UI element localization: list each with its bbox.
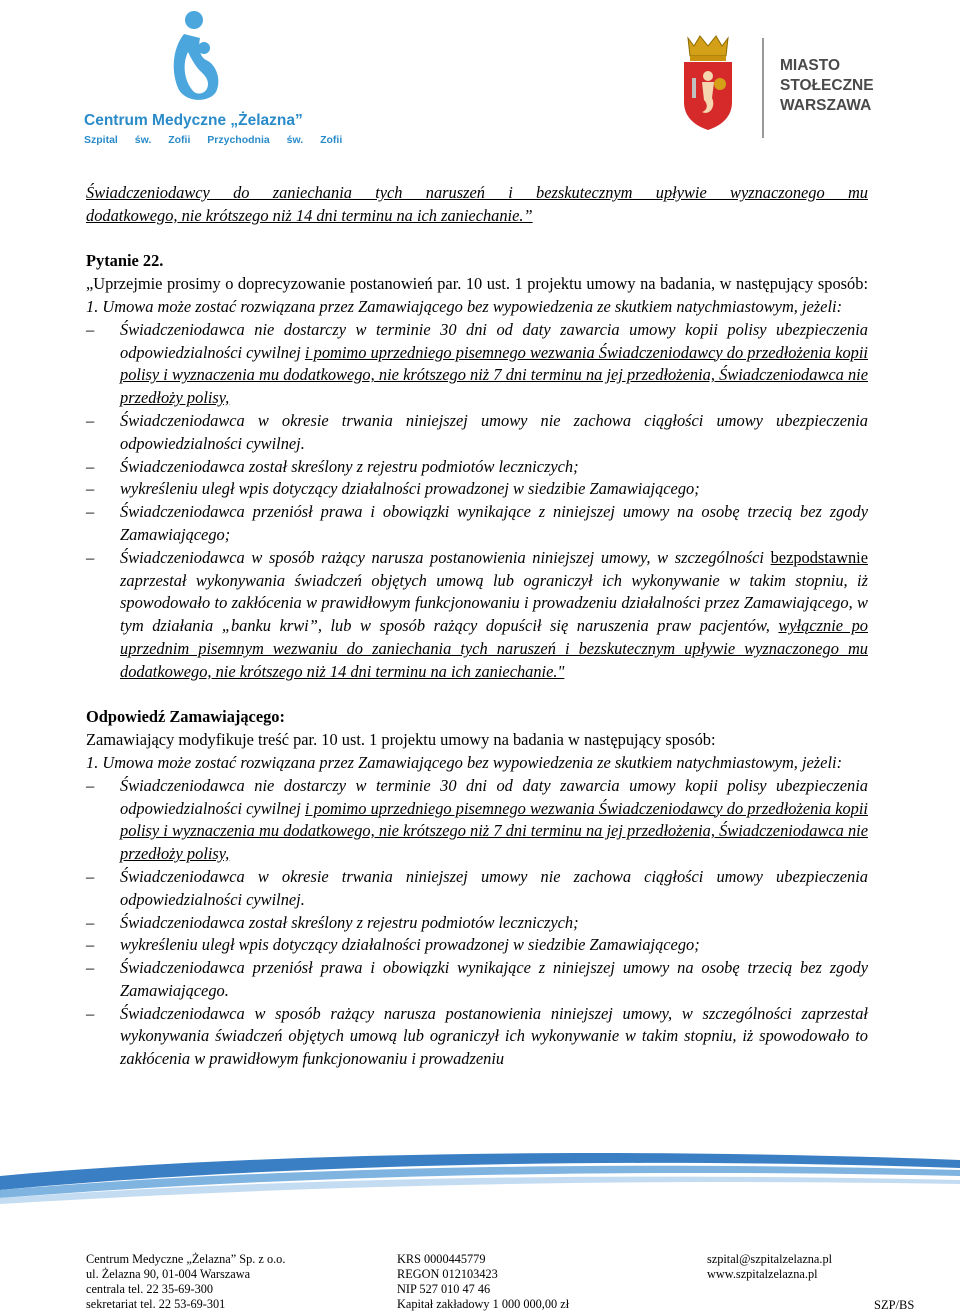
footer-capital: Kapitał zakładowy 1 000 000,00 zł [397, 1297, 570, 1311]
logo-brand-name: Centrum Medyczne „Żelazna” [84, 112, 303, 129]
intro-line-1: Świadczeniodawcy do zaniechania tych naruszeń i bezskutecznym upływie wyznaczonego mu [86, 183, 868, 202]
question-item-1-text: Świadczeniodawca nie dostarczy w terminie 30 dni od daty zawarcia umowy kopii polisy ubezpieczenia odpowiedzialności cywilnej [120, 319, 868, 362]
city-name-line3: WARSZAWA [780, 97, 872, 114]
footer-document-code: SZP/BS [874, 1298, 915, 1312]
footer-address: ul. Żelazna 90, 01-004 Warszawa [86, 1267, 251, 1281]
question-item-6 [86, 547, 868, 684]
mother-child-icon [164, 8, 224, 108]
answer-item-1 [86, 775, 868, 866]
question-item-6-text-a: Świadczeniodawca w sposób rażący narusza postanowienia niniejszej umowy, w szczególności [120, 547, 771, 567]
question-item-1 [86, 319, 868, 410]
question-item-6-underlined-b: wyłącznie po uprzednim pisemnym wezwaniu do zaniechania tych naruszeń i bezskutecznym upływie wyznaczonego mu dodatkowego, nie krótszego niż 14 dni terminu na ich zaniechanie." [120, 616, 869, 681]
footer-phone-main: centrala tel. 22 35-69-300 [86, 1282, 214, 1296]
intro-paragraph-end [86, 205, 868, 228]
footer-phone-secretary: sekretariat tel. 22 53-69-301 [86, 1297, 226, 1311]
intro-line-2: dodatkowego, nie krótszego niż 14 dni terminu na ich zaniechanie.” [86, 205, 533, 225]
footer-company-name: Centrum Medyczne „Żelazna” Sp. z o.o. [86, 1252, 286, 1266]
answer-item-5: – Świadczeniodawca przeniósł prawa i obowiązki wynikające z niniejszej umowy na osobę trzecią bez zgody Zamawiającego. [86, 957, 868, 1003]
question-item-6-text-b: zaprzestał wykonywania świadczeń objętych umową lub ograniczył ich wykonywanie w takim stopniu, iż spowodowało to zakłócenia w prawidłowym funkcjonowaniu i prowadzeniu działalności przez Zamawiającego, w tym działania „banku krwi”, lub w sposób rażący dopuścił się naruszenia praw pacjentów, [120, 570, 868, 636]
question-item-1-underlined: i pomimo uprzedniego pisemnego wezwania Świadczeniodawcy do przedłożenia kopii polisy i wyznaczenia mu dodatkowego, nie krótszego niż 7 dni terminu na jej przedłożenia, Świadczeniodawca nie przedłoży polisy, [120, 342, 868, 408]
city-name-line2: STOŁECZNE [780, 77, 874, 94]
answer-clause: 1. Umowa może zostać rozwiązana przez Zamawiającego bez wypowiedzenia ze skutkiem natychmiastowym, jeżeli: [86, 752, 843, 772]
footer-regon: REGON 012103423 [397, 1267, 498, 1281]
answer-item-4: – wykreśleniu uległ wpis dotyczący działalności prowadzonej w siedzibie Zamawiającego; [86, 934, 868, 957]
question-title: Pytanie 22. [86, 251, 164, 271]
answer-item-6: – Świadczeniodawca w sposób rażący narusza postanowienia niniejszej umowy, w szczególności zaprzestał wykonywania świadczeń objętych umową lub ograniczył ich wykonywanie w takim stopniu, iż spowodowało to zakłócenia w prawidłowym funkcjonowaniu i prowadzeniu [86, 1003, 868, 1071]
question-item-2: – Świadczeniodawca w okresie trwania niniejszej umowy nie zachowa ciągłości umowy ubezpieczenia odpowiedzialności cywilnej. [86, 410, 868, 456]
centrum-medyczne-logo [84, 8, 343, 146]
document-body [86, 182, 868, 1071]
question-item-4: – wykreśleniu uległ wpis dotyczący działalności prowadzonej w siedzibie Zamawiającego; [86, 478, 868, 501]
warsaw-city-logo [676, 32, 876, 142]
footer-email[interactable]: szpital@szpitalzelazna.pl [707, 1252, 833, 1266]
question-lead: „Uprzejmie prosimy o doprecyzowanie postanowień par. 10 ust. 1 projektu umowy na badania, w następujący sposób: [86, 274, 868, 294]
answer-item-1-underlined: i pomimo uprzedniego pisemnego wezwania Świadczeniodawcy do przedłożenia kopii polisy i wyznaczenia mu dodatkowego, nie krótszego niż 7 dni terminu na jej przedłożenia, Świadczeniodawca nie przedłoży polisy, [120, 798, 868, 864]
answer-lead: Zamawiający modyfikuje treść par. 10 ust. 1 projektu umowy na badania w następujący sposób: [86, 730, 716, 750]
question-item-3: – Świadczeniodawca został skreślony z rejestru podmiotów leczniczych; [86, 456, 868, 479]
footer-krs: KRS 0000445779 [397, 1252, 486, 1266]
intro-paragraph [86, 182, 868, 205]
answer-item-1-text: Świadczeniodawca nie dostarczy w terminie 30 dni od daty zawarcia umowy kopii polisy ubezpieczenia odpowiedzialności cywilnej [120, 775, 868, 818]
footer-registry-info [397, 1252, 569, 1312]
question-paragraph [86, 273, 868, 319]
city-name [780, 56, 874, 116]
answer-title: Odpowiedź Zamawiającego: [86, 707, 285, 727]
city-name-line1: MIASTO [780, 57, 840, 74]
question-clause: 1. Umowa może zostać rozwiązana przez Zamawiającego bez wypowiedzenia ze skutkiem natychmiastowym, jeżeli: [86, 296, 843, 316]
footer-company-info [86, 1252, 285, 1312]
logo-subtitle: Szpital św. Zofii Przychodnia św. Zofii [84, 134, 343, 146]
answer-item-2: – Świadczeniodawca w okresie trwania niniejszej umowy nie zachowa ciągłości umowy ubezpieczenia odpowiedzialności cywilnej. [86, 866, 868, 912]
answer-item-3: – Świadczeniodawca został skreślony z rejestru podmiotów leczniczych; [86, 912, 868, 935]
footer-wave-decoration [0, 1146, 960, 1236]
question-item-6-underlined-a: bezpodstawnie [770, 547, 868, 567]
footer-website[interactable]: www.szpitalzelazna.pl [707, 1267, 818, 1281]
footer-nip: NIP 527 010 47 46 [397, 1282, 491, 1296]
footer-contact-info [707, 1252, 832, 1282]
question-item-5: – Świadczeniodawca przeniósł prawa i obowiązki wynikające z niniejszej umowy na osobę trzecią bez zgody Zamawiającego; [86, 501, 868, 547]
warsaw-coat-of-arms-icon [680, 32, 736, 132]
logo-divider [762, 38, 764, 138]
